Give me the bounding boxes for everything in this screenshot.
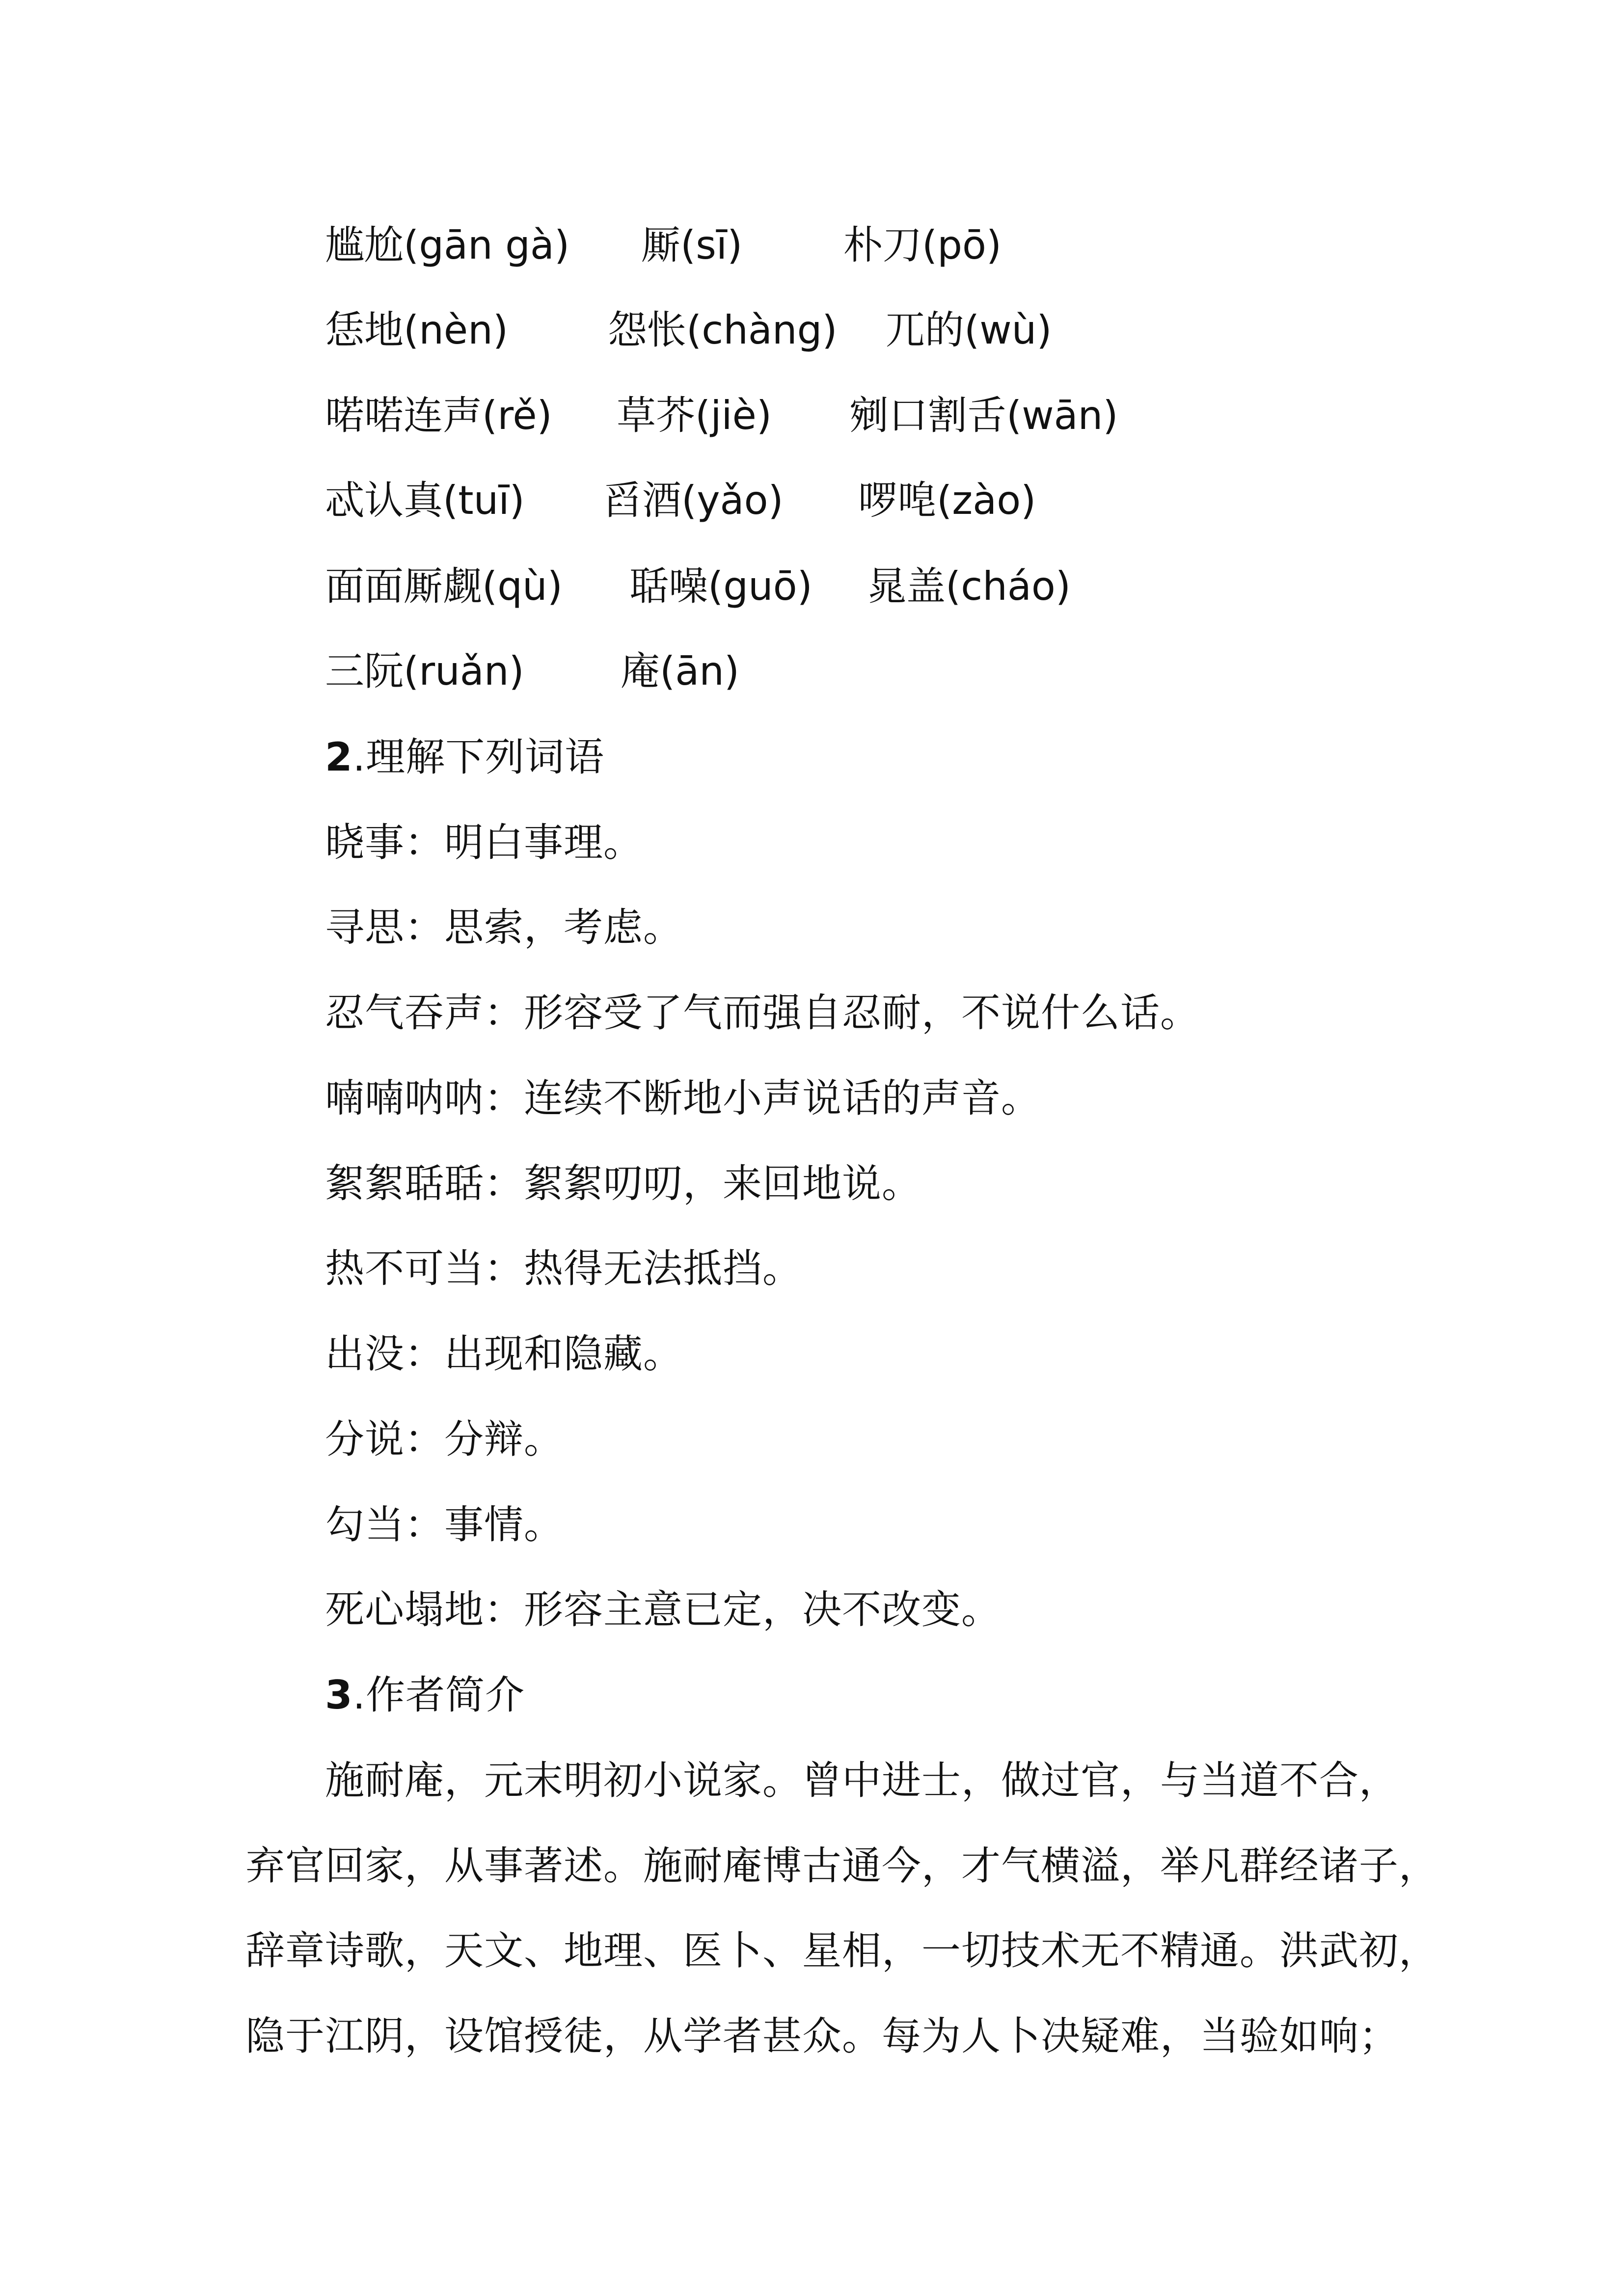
pinyin-item: 厮(sī)	[641, 222, 743, 268]
pinyin-item: 三阮(ruǎn)	[325, 648, 524, 694]
pinyin-item: 晁盖(cháo)	[867, 563, 1071, 609]
definition-line: 出没：出现和隐藏。	[325, 1331, 683, 1377]
section-heading-2	[325, 733, 604, 782]
section-heading-3	[325, 1671, 525, 1720]
pinyin-item: 庵(ān)	[621, 648, 740, 694]
paragraph-line: 辞章诗歌，天文、地理、医卜、星相，一切技术无不精通。洪武初，	[245, 1928, 1438, 1974]
pinyin-item: 草芥(jiè)	[617, 393, 772, 438]
pinyin-item: 面面厮觑(qù)	[325, 563, 563, 609]
definition-line: 喃喃呐呐：连续不断地小声说话的声音。	[325, 1075, 1041, 1121]
section-number: 2	[325, 734, 353, 780]
definition-line: 晓事：明白事理。	[325, 820, 643, 865]
pinyin-item: 忒认真(tuī)	[325, 478, 525, 523]
definition-line: 热不可当：热得无法抵挡。	[325, 1246, 802, 1291]
paragraph-line: 隐于江阴，设馆授徒，从学者甚众。每为人卜决疑难，当验如响；	[245, 2013, 1399, 2059]
pinyin-item: 朴刀(pō)	[843, 222, 1002, 268]
definition-line: 寻思：思索，考虑。	[325, 905, 683, 950]
paragraph-line: 弃官回家，从事著述。施耐庵博古通今，才气横溢，举凡群经诸子，	[245, 1843, 1438, 1889]
pinyin-item: 啰唣(zào)	[858, 478, 1036, 523]
pinyin-item: 聒噪(guō)	[629, 563, 812, 609]
section-number: 3	[325, 1672, 353, 1718]
definition-line: 死心塌地：形容主意已定，决不改变。	[325, 1587, 1001, 1632]
section-title: .作者简介	[352, 1672, 525, 1718]
section-title: .理解下列词语	[352, 734, 605, 780]
pinyin-item: 兀的(wù)	[886, 307, 1052, 353]
pinyin-item: 剜口割舌(wān)	[849, 393, 1118, 438]
pinyin-item: 喏喏连声(rě)	[325, 393, 552, 438]
pinyin-item: 尴尬(gān gà)	[325, 222, 570, 268]
definition-line: 忍气吞声：形容受了气而强自忍耐，不说什么话。	[325, 990, 1200, 1036]
pinyin-item: 怨怅(chàng)	[608, 307, 838, 353]
definition-line: 分说：分辩。	[325, 1416, 564, 1462]
pinyin-item: 恁地(nèn)	[325, 307, 509, 353]
definition-line: 勾当：事情。	[325, 1502, 564, 1548]
definition-line: 絮絮聒聒：絮絮叨叨，来回地说。	[325, 1161, 921, 1206]
paragraph-line: 施耐庵，元末明初小说家。曾中进士，做过官，与当道不合，	[325, 1758, 1399, 1803]
pinyin-item: 舀酒(yǎo)	[603, 478, 784, 523]
